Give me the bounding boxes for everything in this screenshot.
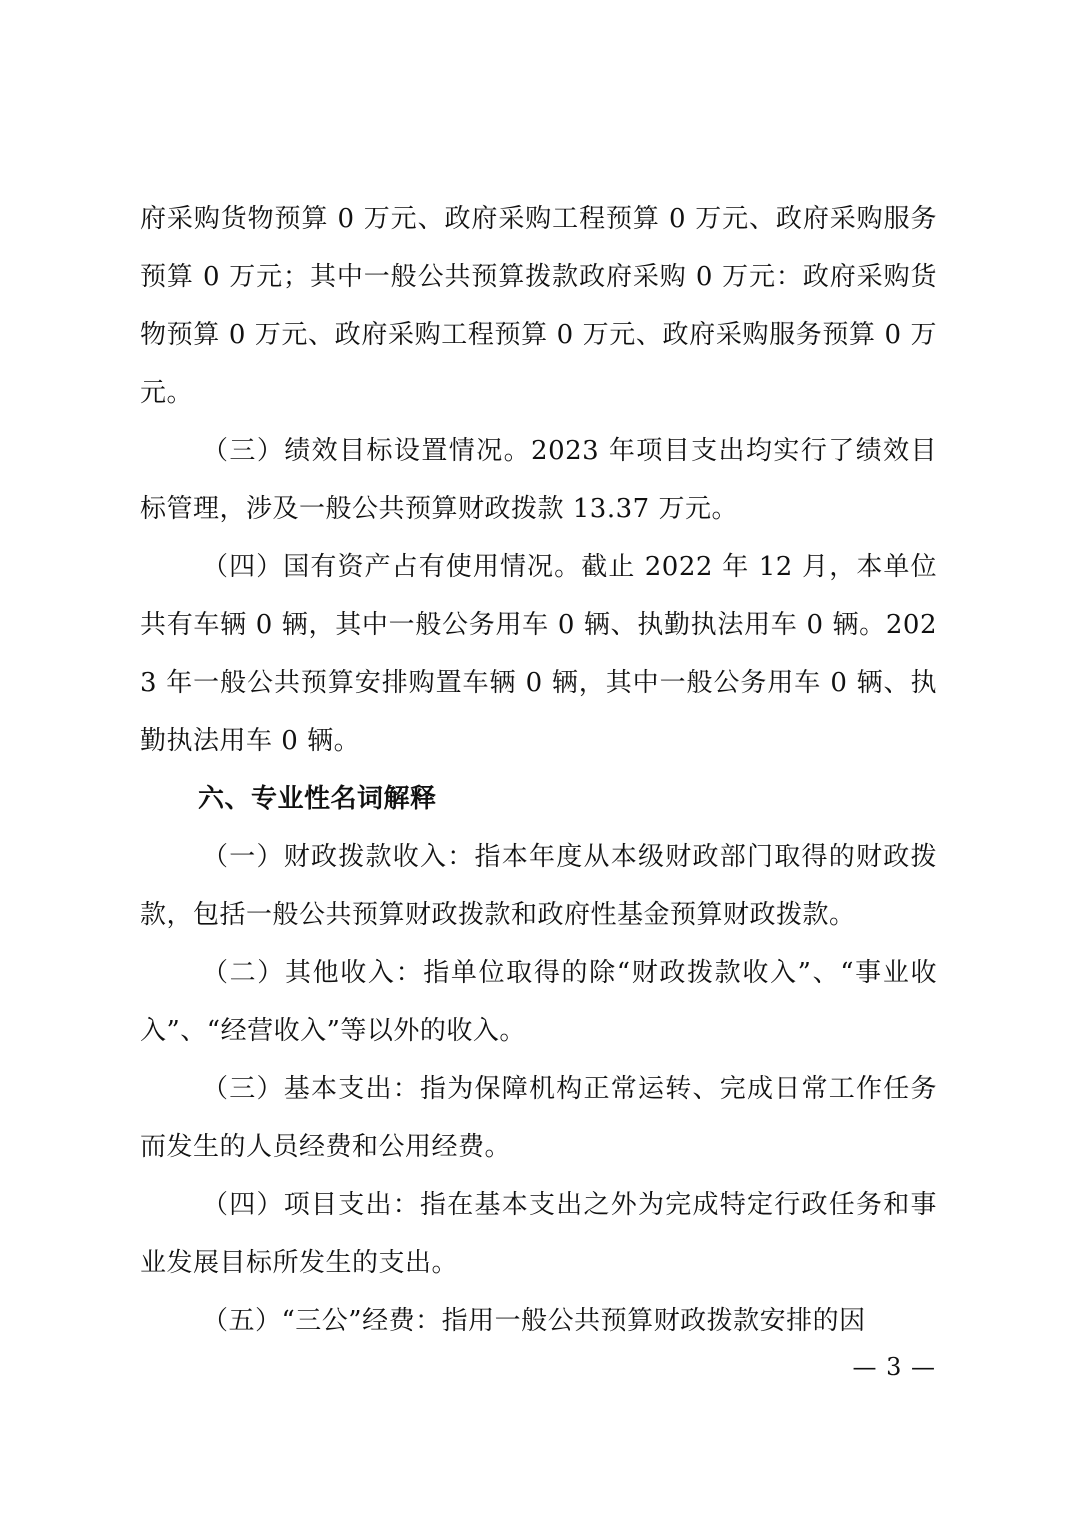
page-number: — 3 —	[852, 1353, 936, 1381]
paragraph-procurement-continued: 府采购货物预算 0 万元、政府采购工程预算 0 万元、政府采购服务预算 0 万元；其中一般公共预算拨款政府采购 0 万元：政府采购货物预算 0 万元、政府采购工程预算 0 万元、政府采购服务预算 0 万元。	[140, 204, 937, 408]
definition-basic-expenditure: （三）基本支出：指为保障机构正常运转、完成日常工作任务而发生的人员经费和公用经费。	[140, 1074, 937, 1162]
definition-other-income: （二）其他收入：指单位取得的除“财政拨款收入”、“事业收入”、“经营收入”等以外的收入。	[140, 958, 937, 1046]
definition-fiscal-appropriation-income: （一）财政拨款收入：指本年度从本级财政部门取得的财政拨款，包括一般公共预算财政拨款和政府性基金预算财政拨款。	[140, 842, 937, 930]
document-body	[140, 190, 937, 1350]
definition-project-expenditure: （四）项目支出：指在基本支出之外为完成特定行政任务和事业发展目标所发生的支出。	[140, 1190, 937, 1278]
paragraph-performance-targets: （三）绩效目标设置情况。2023 年项目支出均实行了绩效目标管理，涉及一般公共预算财政拨款 13.37 万元。	[140, 436, 937, 524]
paragraph-state-assets: （四）国有资产占有使用情况。截止 2022 年 12 月，本单位共有车辆 0 辆，其中一般公务用车 0 辆、执勤执法用车 0 辆。2023 年一般公共预算安排购置车辆 0 辆，其中一般公务用车 0 辆、执勤执法用车 0 辆。	[140, 552, 937, 756]
section-heading-terminology: 六、专业性名词解释	[198, 784, 437, 814]
definition-three-public-expenses: （五）“三公”经费：指用一般公共预算财政拨款安排的因	[202, 1306, 866, 1336]
